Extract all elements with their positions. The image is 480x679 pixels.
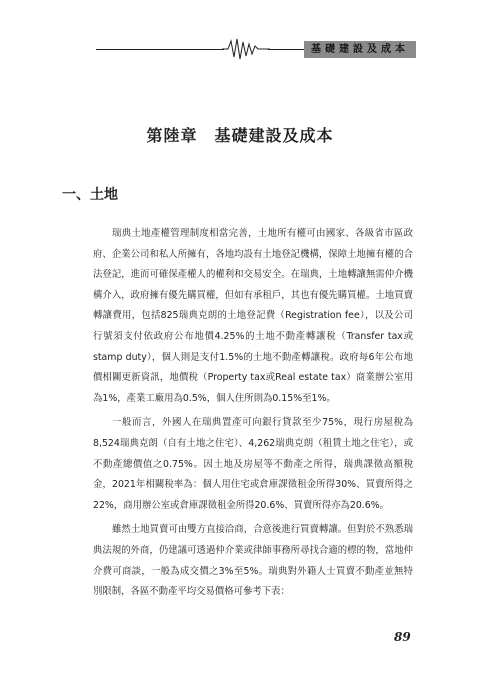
pulse-wave-icon [222,36,270,62]
paragraph-property-tax: 一般而言，外國人在瑞典置產可向銀行貸款至少75%，現行房屋稅為8,524瑞典克朗（自有土地之住宅）、4,262瑞典克朗（租賃土地之住宅），或不動產總價值之0.75%。因土地及房屋等不動產之所得，瑞典課徵高額稅金，2021年相關稅率為：個人用住宅或倉庫課徵租金所得30%、買賣所得之22%，商用辦公室或倉庫課徵租金所得20.6%、買賣所得亦為20.6%。 [93,417,413,511]
running-title-tag: 基礎建設及成本 [304,41,416,58]
header-rule-right [268,49,304,50]
paragraph-transactions: 雖然土地買賣可由雙方直接洽商，合意後進行買賣轉讓。但對於不熟悉瑞典法規的外商，仍建議可透過仲介業或律師事務所尋找合適的標的物，當地仲介費可商談，一般為成交價之3%至5%。瑞典對外籍人士買賣不動產並無特別限制，各區不動產平均交易價格可參考下表： [93,524,413,598]
paragraph-land-system: 瑞典土地產權管理制度相當完善，土地所有權可由國家、各級省市區政府、企業公司和私人所擁有，各地均設有土地登記機構，保障土地擁有權的合法登記，進而可確保產權人的權利和交易安全。在瑞典，土地轉讓無需仲介機構介入，政府擁有優先購買權，但如有承租戶，其也有優先購買權。土地買賣轉讓費用，包括825瑞典克朗的土地登記費（Registration fee），以及公司行號須支付依政府公布地價4.25%的土地不動產轉讓稅（Transfer tax或stamp duty），個人則是支付1.5%的土地不動產轉讓稅。政府每6年公布地價相關更新資訊，地價稅（Property tax或Real estate tax）商業辦公室用為1%，產業工廠用為0.5%，個人住所則為0.15%至1%。 [93,228,413,404]
chapter-title: 第陸章 基礎建設及成本 [146,126,334,145]
page-number: 89 [394,630,411,644]
section-title: 一、土地 [62,187,118,203]
running-header [0,36,480,62]
header-rule-left [96,49,224,50]
body-text [93,224,413,607]
